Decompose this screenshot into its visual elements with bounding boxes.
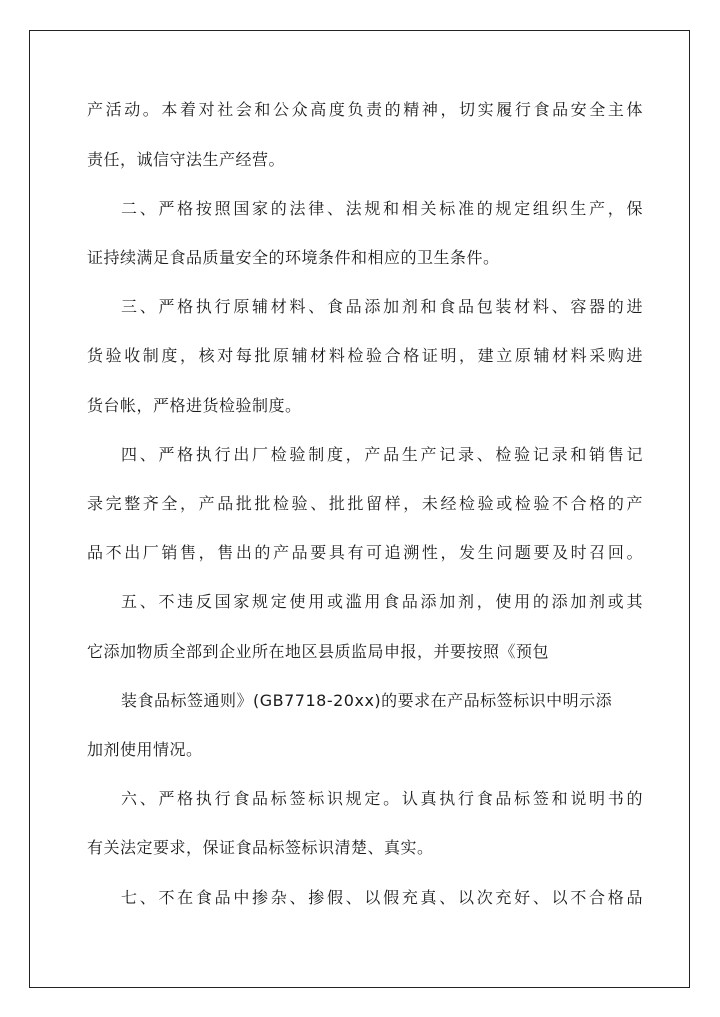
text-line: 证持续满足食品质量安全的环境条件和相应的卫生条件。 [87, 248, 500, 267]
text-line: 五、不违反国家规定使用或滥用食品添加剂，使用的添加剂或其 [121, 592, 643, 611]
text-line: 七、不在食品中掺杂、掺假、以假充真、以次充好、以不合格品 [121, 888, 643, 907]
text-line: 加剂使用情况。 [87, 740, 203, 759]
text-line: 它添加物质全部到企业所在地区县质监局申报，并要按照《预包 [87, 642, 550, 661]
text-line: 产活动。本着对社会和公众高度负责的精神，切实履行食品安全主体 [87, 100, 643, 119]
text-line: 货台帐，严格进货检验制度。 [87, 396, 302, 415]
text-line: 三、严格执行原辅材料、食品添加剂和食品包装材料、容器的进 [121, 297, 643, 316]
text-line: 四、严格执行出厂检验制度，产品生产记录、检验记录和销售记 [121, 445, 643, 464]
text-line: 装食品标签通则》(GB7718-20xx)的要求在产品标签标识中明示添 [121, 691, 613, 710]
text-line: 责任，诚信守法生产经营。 [87, 150, 286, 169]
text-line: 六、严格执行食品标签标识规定。认真执行食品标签和说明书的 [121, 789, 643, 808]
text-line: 录完整齐全，产品批批检验、批批留样，未经检验或检验不合格的产 [87, 494, 643, 513]
text-line: 货验收制度，核对每批原辅材料检验合格证明，建立原辅材料采购进 [87, 346, 643, 365]
text-line: 二、严格按照国家的法律、法规和相关标准的规定组织生产，保 [121, 199, 643, 218]
text-line: 品不出厂销售，售出的产品要具有可追溯性，发生问题要及时召回。 [87, 543, 643, 562]
text-line: 有关法定要求，保证食品标签标识清楚、真实。 [87, 838, 434, 857]
